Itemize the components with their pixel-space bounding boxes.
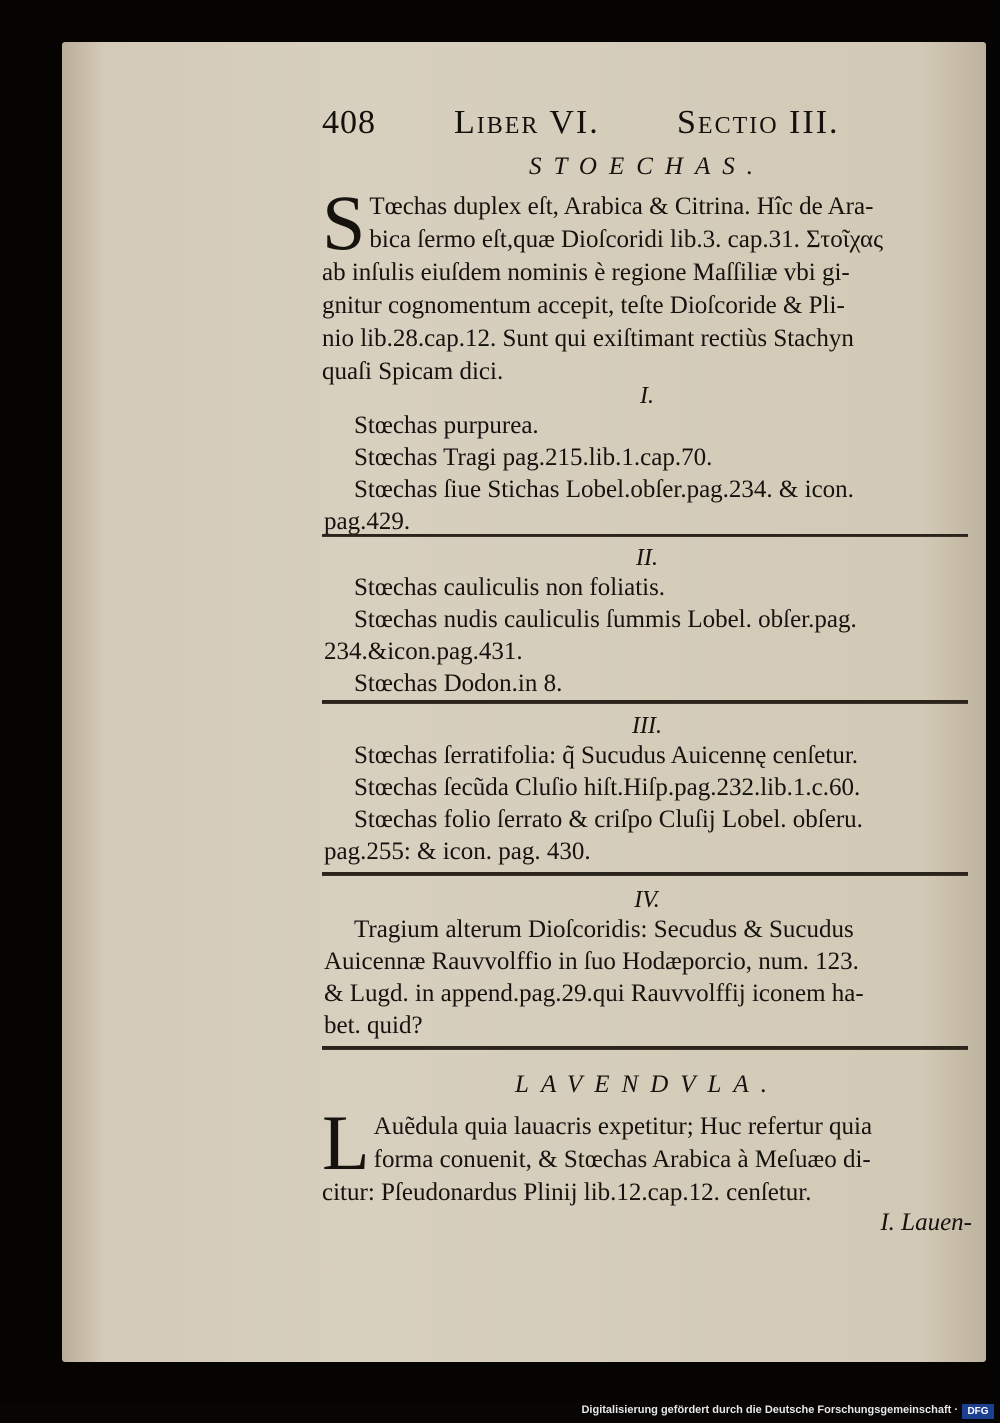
entry-line: Stœchas Tragi pag.215.lib.1.cap.70.	[354, 444, 713, 471]
entry-line: Stœchas nudis cauliculis ſummis Lobel. obſer.pag.	[354, 606, 857, 633]
separator-rule	[322, 534, 968, 537]
stoechas-heading: STOECHAS.	[528, 153, 766, 180]
entry-iv	[322, 886, 972, 1042]
entry-continuation: pag.255: & icon. pag. 430.	[324, 838, 591, 865]
entry-iii	[322, 712, 972, 868]
entry-line: Stœchas cauliculis non foliatis.	[354, 574, 666, 601]
entry-line: Stœchas ſiue Stichas Lobel.obſer.pag.234. & icon.	[354, 476, 854, 503]
entry-line: Stœchas ſecũda Cluſio hiſt.Hiſp.pag.232.lib.1.c.60.	[354, 774, 861, 801]
entry-numeral: I.	[640, 383, 654, 409]
running-head	[322, 100, 972, 150]
entry-line: Stœchas purpurea.	[354, 412, 539, 439]
separator-rule	[322, 1046, 968, 1050]
intro-line: ab inſulis eiuſdem nominis è regione Maſſiliæ vbi gi-	[322, 259, 850, 286]
stoechas-intro	[322, 179, 962, 388]
entry-i	[322, 382, 972, 538]
lavendula-intro	[322, 1099, 962, 1209]
catchword: I. Lauen-	[880, 1209, 972, 1236]
intro-line: Tœchas duplex eſt, Arabica & Citrina. Hîc de Ara-	[369, 193, 874, 220]
entry-continuation: & Lugd. in append.pag.29.qui Rauvvolffij iconem ha-	[324, 980, 864, 1007]
dfg-logo: DFG	[962, 1404, 994, 1419]
entry-line: Stœchas folio ſerrato & criſpo Cluſij Lobel. obſeru.	[354, 806, 863, 833]
intro-line: gnitur cognomentum accepit, teſte Dioſcoride & Pli-	[322, 292, 845, 319]
entry-continuation: bet. quid?	[324, 1012, 423, 1039]
dropcap-l: L	[322, 1099, 370, 1186]
entry-continuation: Auicennæ Rauvvolffio in ſuo Hodæporcio, num. 123.	[324, 948, 859, 975]
entry-line: Stœchas Dodon.in 8.	[354, 670, 563, 697]
section-title: Sectio III.	[677, 104, 840, 141]
entry-continuation: pag.429.	[324, 508, 411, 535]
entry-numeral: II.	[636, 545, 658, 571]
separator-rule	[322, 700, 968, 704]
entry-numeral: III.	[632, 713, 662, 739]
book-title: Liber VI.	[454, 104, 600, 141]
digitization-credit: Digitalisierung gefördert durch die Deutsche Forschungsgemeinschaft ·	[581, 1404, 958, 1416]
entry-line: Tragium alterum Dioſcoridis: Secudus & Sucudus	[354, 916, 854, 943]
separator-rule	[322, 872, 968, 876]
intro-line: forma conuenit, & Stœchas Arabica à Meſuæo di-	[373, 1146, 871, 1173]
lavendula-heading: LAVENDVLA.	[515, 1071, 779, 1098]
footer-strip	[0, 1402, 1000, 1423]
intro-line: quaſi Spicam dici.	[322, 358, 504, 385]
entry-line: Stœchas ſerratifolia: q̃ Sucudus Auicennę cenſetur.	[354, 742, 859, 769]
entry-numeral: IV.	[634, 887, 660, 913]
intro-line: nio lib.28.cap.12. Sunt qui exiſtimant rectiùs Stachyn	[322, 325, 854, 352]
page-number: 408	[322, 104, 376, 141]
intro-line: Auẽdula quia lauacris expetitur; Huc refertur quia	[373, 1113, 873, 1140]
entry-continuation: 234.&icon.pag.431.	[324, 638, 523, 665]
dropcap-s: S	[322, 179, 366, 266]
intro-line: citur: Pſeudonardus Plinij lib.12.cap.12. cenſetur.	[322, 1179, 812, 1206]
entry-ii	[322, 544, 972, 700]
intro-line: bica ſermo eſt,quæ Dioſcoridi lib.3. cap.31. Στοῖχας	[369, 226, 884, 253]
